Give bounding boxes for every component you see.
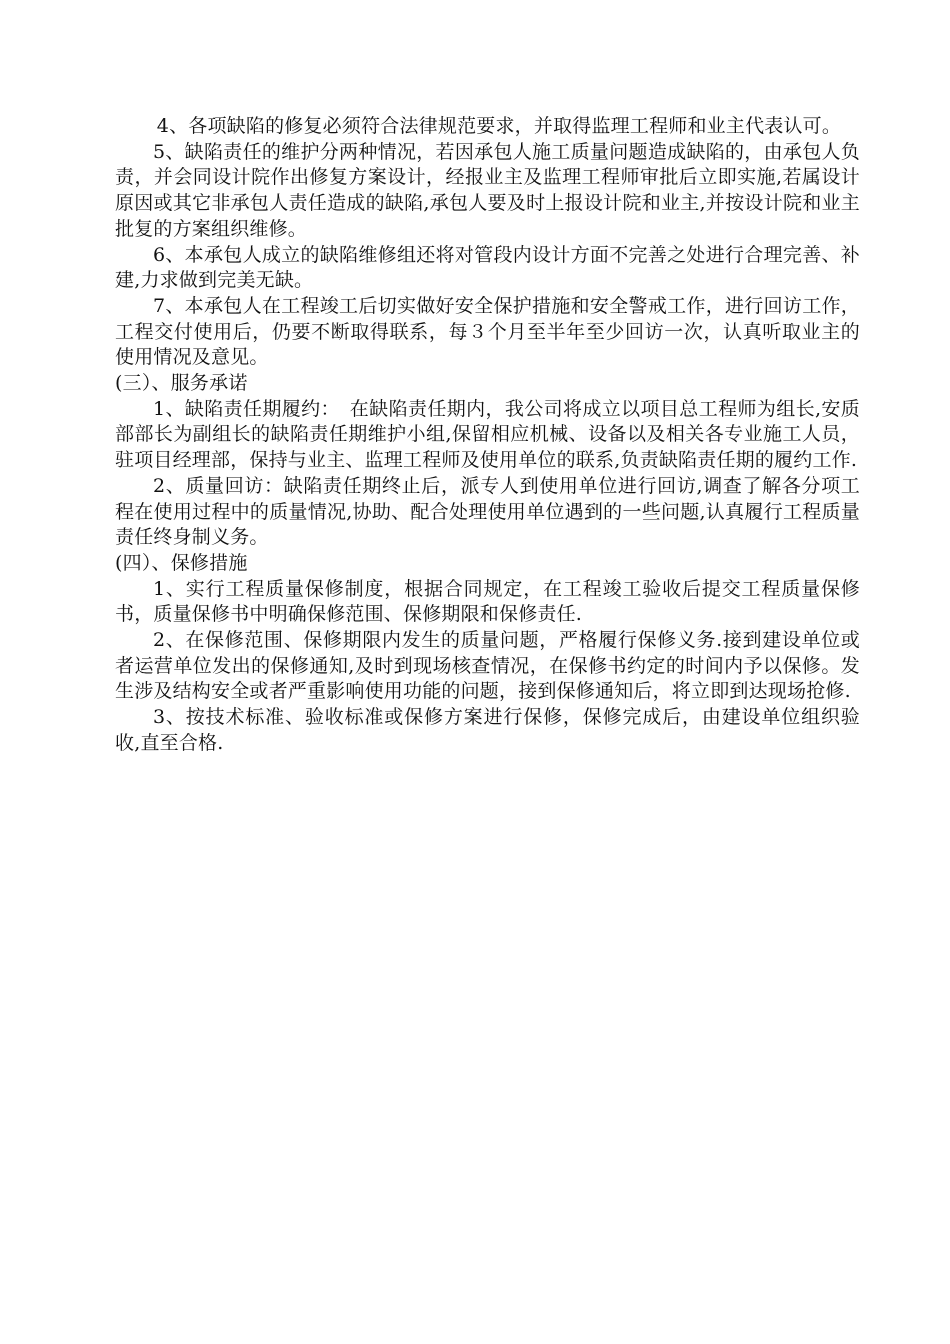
- paragraph-item-6: 6、本承包人成立的缺陷维修组还将对管段内设计方面不完善之处进行合理完善、补建,力求做到完美无缺。: [115, 243, 860, 292]
- paragraph-service-2: 2、质量回访：缺陷责任期终止后，派专人到使用单位进行回访,调查了解各分项工程在使用过程中的质量情况,协助、配合处理使用单位遇到的一些问题,认真履行工程质量责任终身制义务。: [115, 474, 860, 549]
- paragraph-item-7: 7、本承包人在工程竣工后切实做好安全保护措施和安全警戒工作，进行回访工作，工程交付使用后，仍要不断取得联系，每３个月至半年至少回访一次，认真听取业主的使用情况及意见。: [115, 294, 860, 369]
- paragraph-item-4: 4、各项缺陷的修复必须符合法律规范要求，并取得监理工程师和业主代表认可。: [156, 115, 842, 137]
- paragraph-service-1: 1、缺陷责任期履约： 在缺陷责任期内，我公司将成立以项目总工程师为组长,安质部部长为副组长的缺陷责任期维护小组,保留相应机械、设备以及相关各专业施工人员，驻项目经理部，保持与业主、监理工程师及使用单位的联系,负责缺陷责任期的履约工作.: [115, 397, 860, 472]
- section-heading-warranty-measures: (四）、保修措施: [115, 551, 248, 574]
- paragraph-item-5: 5、缺陷责任的维护分两种情况，若因承包人施工质量问题造成缺陷的，由承包人负责，并会同设计院作出修复方案设计，经报业主及监理工程师审批后立即实施,若属设计原因或其它非承包人责任造成的缺陷,承包人要及时上报设计院和业主,并按设计院和业主批复的方案组织维修。: [115, 140, 860, 240]
- document-body: [115, 114, 860, 757]
- paragraph-warranty-2: 2、在保修范围、保修期限内发生的质量问题，严格履行保修义务.接到建设单位或者运营单位发出的保修通知,及时到现场核查情况，在保修书约定的时间内予以保修。发生涉及结构安全或者严重影响使用功能的问题，接到保修通知后，将立即到达现场抢修.: [115, 629, 860, 703]
- paragraph-warranty-1: 1、实行工程质量保修制度，根据合同规定，在工程竣工验收后提交工程质量保修书，质量保修书中明确保修范围、保修期限和保修责任.: [115, 577, 860, 626]
- section-heading-service-commitment: (三）、服务承诺: [115, 372, 248, 395]
- paragraph-warranty-3: 3、按技术标准、验收标准或保修方案进行保修，保修完成后，由建设单位组织验收,直至合格.: [115, 706, 860, 754]
